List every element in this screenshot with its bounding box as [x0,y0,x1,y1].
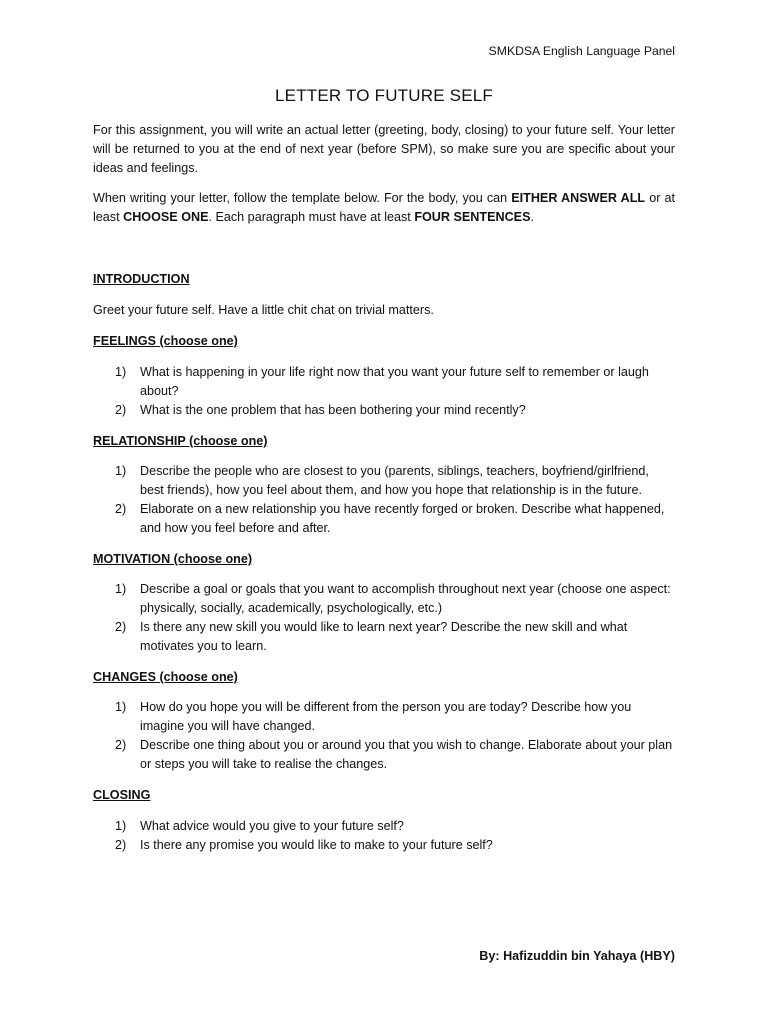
list-text: What advice would you give to your future self? [140,819,404,833]
list-number: 2) [115,738,127,752]
list-item [115,618,675,656]
list-number: 1) [115,582,127,596]
list-item [115,817,675,836]
list-text: Elaborate on a new relationship you have recently forged or broken. Describe what happened, and how you feel before and after. [140,502,665,535]
changes-heading: CHANGES (choose one) [93,670,238,684]
author-credit: By: Hafizuddin bin Yahaya (HBY) [479,949,675,963]
introduction-heading: INTRODUCTION [93,272,190,286]
list-number: 2) [115,838,127,852]
instructions-text-4: . [530,210,534,224]
relationship-list [115,462,675,538]
list-number: 1) [115,819,127,833]
instructions-paragraph [93,189,675,227]
list-item [115,836,675,855]
relationship-heading: RELATIONSHIP (choose one) [93,434,268,448]
instructions-text-3: . Each paragraph must have at least [208,210,415,224]
panel-header: SMKDSA English Language Panel [488,44,675,58]
instructions-text-1: When writing your letter, follow the template below. For the body, you can [93,191,512,205]
feelings-heading: FEELINGS (choose one) [93,334,238,348]
list-text: Describe a goal or goals that you want to accomplish throughout next year (choose one aspect: physically, socially, academically, psychologically, etc.) [140,582,671,615]
instructions-bold-3: FOUR SENTENCES [414,210,531,224]
list-text: What is happening in your life right now that you want your future self to remember or laugh about? [140,365,649,398]
list-text: What is the one problem that has been bothering your mind recently? [140,403,526,417]
instructions-bold-1: EITHER ANSWER ALL [511,191,646,205]
list-text: How do you hope you will be different from the person you are today? Describe how you imagine you will have changed. [140,700,632,733]
list-number: 2) [115,620,127,634]
list-text: Describe one thing about you or around you that you wish to change. Elaborate about your plan or steps you will take to realise the changes. [140,738,673,771]
list-text: Is there any promise you would like to make to your future self? [140,838,493,852]
list-number: 1) [115,464,127,478]
list-item [115,401,675,420]
changes-list [115,698,675,774]
list-item [115,462,675,500]
list-text: Is there any new skill you would like to learn next year? Describe the new skill and what motivates you to learn. [140,620,628,653]
motivation-list [115,580,675,656]
closing-heading: CLOSING [93,788,151,802]
closing-list [115,817,675,855]
list-number: 1) [115,365,127,379]
list-item [115,736,675,774]
instructions-bold-2: CHOOSE ONE [123,210,209,224]
list-item [115,500,675,538]
instructions-text-2: or at least [93,191,675,224]
page-title: LETTER TO FUTURE SELF [275,86,493,105]
motivation-heading: MOTIVATION (choose one) [93,552,253,566]
list-text: Describe the people who are closest to you (parents, siblings, teachers, boyfriend/girlfriend, best friends), how you feel about them, and how you hope that relationship is in the future. [140,464,649,497]
list-item [115,580,675,618]
feelings-list [115,363,675,420]
list-item [115,698,675,736]
intro-paragraph: For this assignment, you will write an actual letter (greeting, body, closing) to your future self. Your letter will be returned to you at the end of next year (before SPM), so make sure you are specific about your ideas and feelings. [93,123,675,175]
list-number: 1) [115,700,127,714]
list-number: 2) [115,403,127,417]
introduction-text: Greet your future self. Have a little chit chat on trivial matters. [93,303,434,317]
list-number: 2) [115,502,127,516]
list-item [115,363,675,401]
